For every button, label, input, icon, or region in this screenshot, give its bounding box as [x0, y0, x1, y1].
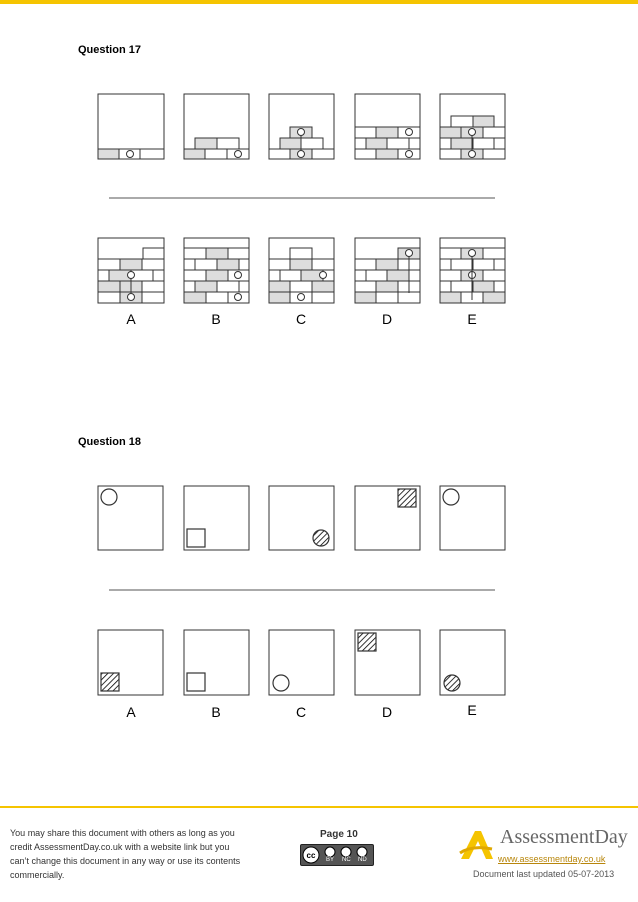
- q18-option-d-figure: [355, 630, 420, 695]
- question-17-title: Question 17: [78, 44, 141, 56]
- q18-option-e-label[interactable]: E: [467, 702, 477, 718]
- q18-option-c-label[interactable]: C: [295, 704, 307, 720]
- q18-option-b-figure: [184, 630, 249, 695]
- cc-nc-label: NC: [342, 857, 351, 863]
- share-notice: You may share this document with others as long as you credit AssessmentDay.co.uk with a website link but you can’t change this document in any way or use its contents commercially.: [10, 828, 241, 880]
- q18-frame-5: [440, 486, 505, 550]
- q17-frame-5: [440, 94, 505, 159]
- footer-accent-line: [0, 806, 638, 808]
- q17-option-b-label[interactable]: B: [211, 311, 221, 327]
- page-number: Page 10: [320, 829, 358, 840]
- q17-option-c-figure: [269, 238, 334, 303]
- q17-option-a-figure: [98, 238, 164, 303]
- cc-by-label: BY: [326, 857, 335, 863]
- q18-option-c-figure: [269, 630, 334, 695]
- q17-option-b-figure: [184, 238, 249, 303]
- q18-option-e-figure: [440, 630, 505, 695]
- q17-option-a-label[interactable]: A: [126, 311, 136, 327]
- q17-option-d-figure: [355, 238, 420, 303]
- q18-frame-3: [269, 486, 334, 550]
- question-18-title: Question 18: [78, 436, 141, 448]
- q17-frame-3: [269, 94, 334, 159]
- website-link[interactable]: www.assessmentday.co.uk: [498, 854, 606, 864]
- q17-option-d-label[interactable]: D: [381, 311, 393, 327]
- q18-option-a-figure: [98, 630, 163, 695]
- q17-option-e-label[interactable]: E: [467, 311, 477, 327]
- q18-frame-4: [355, 486, 420, 550]
- q18-frame-2: [184, 486, 249, 550]
- q18-option-a-label[interactable]: A: [126, 704, 136, 720]
- svg-text:cc: cc: [306, 851, 316, 860]
- q17-option-c-label[interactable]: C: [295, 311, 307, 327]
- brand-name: AssessmentDay: [500, 826, 628, 848]
- cc-nd-label: ND: [358, 857, 367, 863]
- creative-commons-badge[interactable]: [300, 844, 374, 866]
- q17-option-e-figure: [440, 238, 505, 303]
- q18-option-b-label[interactable]: B: [211, 704, 221, 720]
- q18-option-d-label[interactable]: D: [381, 704, 393, 720]
- q17-frame-1: [98, 94, 164, 159]
- q18-frame-1: [98, 486, 163, 550]
- assessmentday-logo-icon: [458, 827, 496, 861]
- q17-frame-4: [355, 94, 420, 159]
- last-updated: Document last updated 05-07-2013: [473, 869, 615, 879]
- q17-frame-2: [184, 94, 249, 159]
